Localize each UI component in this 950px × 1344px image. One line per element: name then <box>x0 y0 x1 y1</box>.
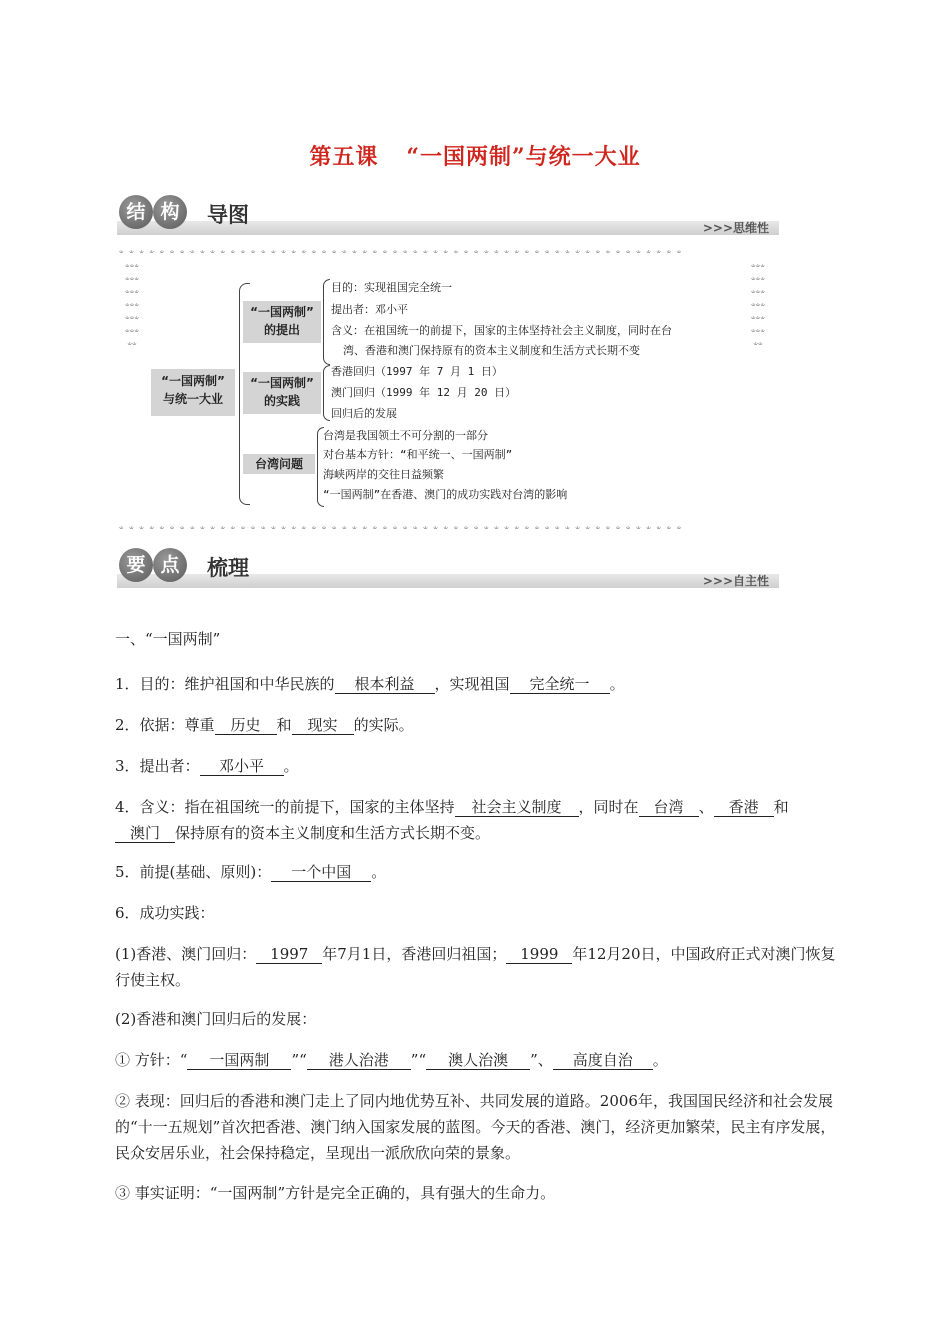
point-proposer <box>115 753 837 779</box>
text: 。 <box>283 757 299 775</box>
banner-circle: 构 <box>153 195 187 229</box>
leaf-item: 湾、香港和澳门保持原有的资本主义制度和生活方式长期不变 <box>343 344 640 357</box>
answer-blank: 邓小平 <box>200 757 284 776</box>
answer-blank: 现实 <box>292 716 354 735</box>
leaf-item: 含义：在祖国统一的前提下，国家的主体坚持社会主义制度，同时在台 <box>331 324 672 337</box>
text: 1．目的：维护祖国和中华民族的 <box>115 675 335 693</box>
banner-circle: 点 <box>153 548 187 582</box>
answer-blank: 1999 <box>506 945 572 964</box>
banner-tag: >>>自主性 <box>702 574 769 588</box>
leaf-item: 对台基本方针：“和平统一、一国两制” <box>323 448 513 461</box>
branch-node-taiwan <box>243 454 315 474</box>
point-conclusion: ③ 事实证明：“一国两制”方针是完全正确的，具有强大的生命力。 <box>115 1184 556 1202</box>
text: 年7月1日，香港回归祖国； <box>322 945 507 963</box>
point-development: (2)香港和澳门回归后的发展： <box>115 1010 317 1028</box>
text: 的实际。 <box>353 716 414 734</box>
branch-node-proposal <box>243 301 321 343</box>
answer-blank: 1997 <box>256 945 322 964</box>
border-right: ಀಀಀಀಀಀಀಀಀಀಀಀಀಀಀಀಀಀಀಀ <box>751 257 765 348</box>
text: ，实现祖国 <box>434 675 510 693</box>
page-title <box>0 140 950 171</box>
answer-blank: 澳人治澳 <box>426 1051 530 1070</box>
point-purpose <box>115 671 837 697</box>
text: 5．前提(基础、原则)： <box>115 863 272 881</box>
border-bottom: ಀ ಀ ಀ ಀ ಀ ಀ ಀ ಀ ಀ ಀ ಀ ಀ ಀ ಀ ಀ ಀ ಀ ಀ ಀ ಀ ಀ ಀ ಀ ಀ ಀ ಀ ಀ ಀ ಀ ಀ ಀ ಀ ಀ ಀ ಀ ಀ ಀ ಀ ಀ ಀ ಀ ಀ ಀ ಀ ಀ ಀ ಀ ಀ ಀ ಀ ಀ ಀ ಀ ಀ ಀ ಀ <box>119 519 683 532</box>
banner-word: 梳理 <box>207 556 249 580</box>
lesson-topic: “一国两制”与统一大业 <box>406 144 641 170</box>
branch-label-line: 的提出 <box>263 323 300 337</box>
structure-banner <box>117 195 779 241</box>
point-policy <box>115 1047 837 1073</box>
mind-map-frame <box>119 243 777 533</box>
leaf-item: 提出者：邓小平 <box>331 303 408 316</box>
answer-blank: 澳门 <box>115 824 175 843</box>
answer-blank: 一个中国 <box>271 863 371 882</box>
leaf-item: “一国两制”在香港、澳门的成功实践对台湾的影响 <box>323 488 568 501</box>
border-left: ಀಀಀಀಀಀಀಀಀಀಀಀಀಀಀಀಀಀಀಀ <box>125 257 139 348</box>
leaf-item: 台湾是我国领土不可分割的一部分 <box>323 429 488 442</box>
point-practice: 6．成功实践： <box>115 904 215 922</box>
mind-map <box>119 243 777 533</box>
answer-blank: 根本利益 <box>335 675 435 694</box>
lesson-number: 第五课 <box>309 144 379 170</box>
text: 和 <box>276 716 292 734</box>
text: 。 <box>609 675 625 693</box>
answer-blank: 历史 <box>215 716 277 735</box>
banner-circle: 要 <box>119 548 153 582</box>
root-label-line: 与统一大业 <box>162 392 223 406</box>
leaf-item: 目的：实现祖国完全统一 <box>331 281 452 294</box>
text: 3．提出者： <box>115 757 200 775</box>
banner-circle: 结 <box>119 195 153 229</box>
root-label-line: “一国两制” <box>161 374 225 388</box>
answer-blank: 完全统一 <box>510 675 610 694</box>
text: 年12月20日，中国政府正式对澳门恢复行使主权。 <box>115 945 836 989</box>
branch-label-line: “一国两制” <box>250 305 314 319</box>
leaf-item: 澳门回归（1999 年 12 月 20 日） <box>331 386 517 399</box>
text: 、 <box>698 798 714 816</box>
key-points-banner <box>117 548 779 594</box>
point-performance: ② 表现：回归后的香港和澳门走上了同内地优势互补、共同发展的道路。2006年，我国国民经济和社会发展的“十一五规划”首次把香港、澳门纳入国家发展的蓝图。今天的香港、澳门，经济更加繁荣，民主有序发展，民众安居乐业，社会保持稳定，呈现出一派欣欣向荣的景象。 <box>115 1092 836 1162</box>
text: 4．含义：指在祖国统一的前提下，国家的主体坚持 <box>115 798 455 816</box>
text: ，同时在 <box>578 798 639 816</box>
branch-node-practice <box>243 372 321 414</box>
answer-blank: 台湾 <box>639 798 699 817</box>
branch-brace <box>323 279 330 365</box>
point-meaning <box>115 794 837 846</box>
leaf-item: 香港回归（1997 年 7 月 1 日） <box>331 365 503 378</box>
text: ① 方针：“ <box>115 1051 188 1069</box>
branch-label-line: 台湾问题 <box>254 457 303 471</box>
border-top: ಀ ಀ ಀ ಀ ಀ ಀ ಀ ಀ ಀ ಀ ಀ ಀ ಀ ಀ ಀ ಀ ಀ ಀ ಀ ಀ ಀ ಀ ಀ ಀ ಀ ಀ ಀ ಀ ಀ ಀ ಀ ಀ ಀ ಀ ಀ ಀ ಀ ಀ ಀ ಀ ಀ ಀ ಀ ಀ ಀ ಀ ಀ ಀ ಀ ಀ ಀ ಀ ಀ ಀ ಀ ಀ <box>119 243 683 256</box>
banner-tag: >>>思维性 <box>702 221 769 235</box>
text: 。 <box>652 1051 668 1069</box>
answer-blank: 一国两制 <box>187 1051 291 1070</box>
branch-label-line: 的实践 <box>263 394 300 408</box>
text: 2．依据：尊重 <box>115 716 215 734</box>
answer-blank: 港人治港 <box>307 1051 411 1070</box>
branch-label-line: “一国两制” <box>250 376 314 390</box>
answer-blank: 高度自治 <box>553 1051 653 1070</box>
text: ”“ <box>291 1051 307 1069</box>
answer-blank: 香港 <box>714 798 774 817</box>
section-heading: 一、“一国两制” <box>115 630 221 648</box>
text: ”、 <box>530 1051 553 1069</box>
text: 保持原有的资本主义制度和生活方式长期不变。 <box>175 824 491 842</box>
text: ”“ <box>410 1051 427 1069</box>
text: 。 <box>371 863 387 881</box>
root-node <box>151 369 235 416</box>
leaf-item: 回归后的发展 <box>331 407 397 420</box>
point-basis <box>115 712 837 738</box>
text: (1)香港、澳门回归： <box>115 945 257 963</box>
leaf-item: 海峡两岸的交往日益频繁 <box>323 468 444 481</box>
point-premise <box>115 859 837 885</box>
text: 和 <box>773 798 789 816</box>
branch-brace <box>323 365 330 421</box>
point-return <box>115 941 837 993</box>
banner-word: 导图 <box>207 203 249 227</box>
answer-blank: 社会主义制度 <box>455 798 579 817</box>
